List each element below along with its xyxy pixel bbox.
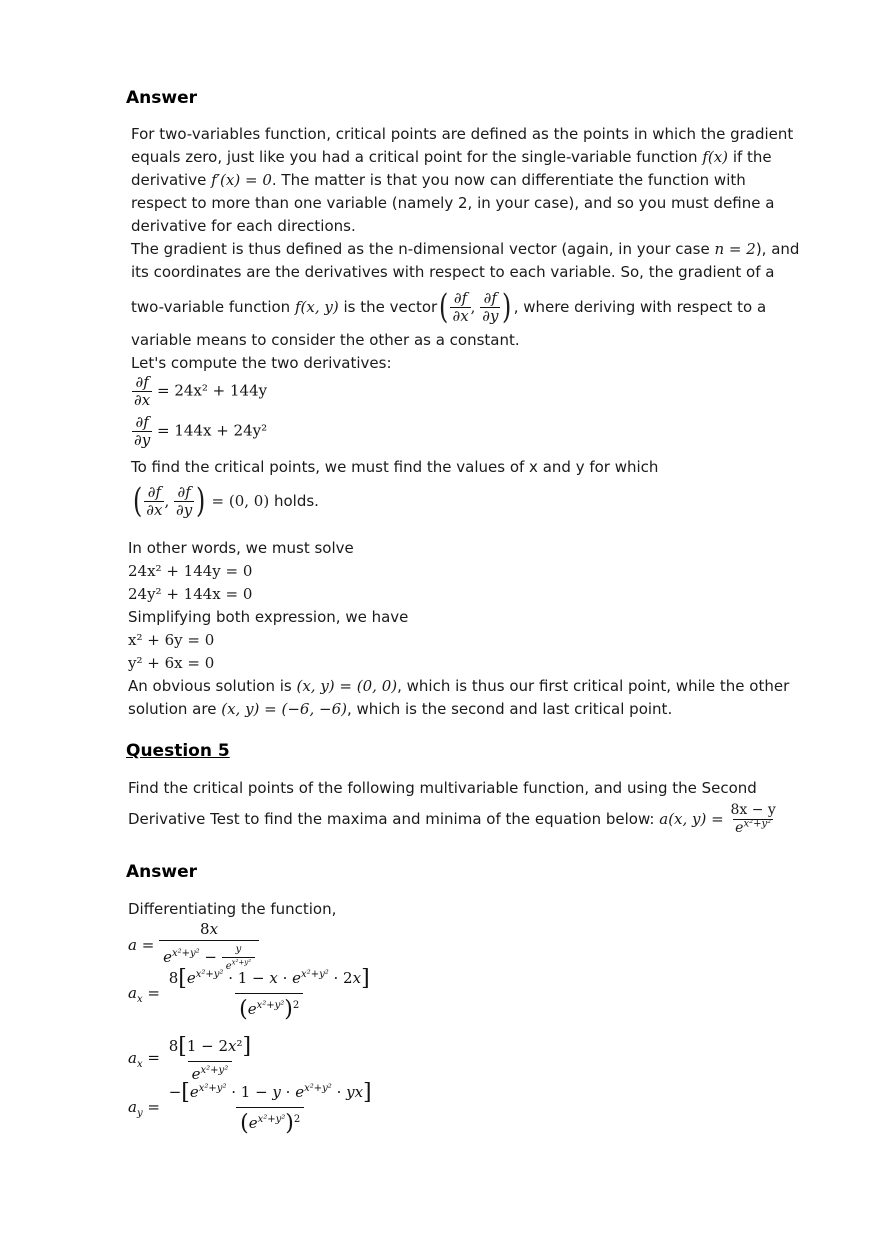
gradient-explanation: For two-variables function, critical points are defined as the points in which the gradient equals zero, just like you had a critical point for the single-variable function f(x) if the derivative f′(x) = 0. The matter is that you now can differentiate the function with respect to more than one variable (namely 2, in your case), and so you must define a derivative for each directions. The gradient is thus defined as the n-dimensional vector (again, in your case n = 2), and its coordinates are the derivatives with respect to each variable. So, the gradient of a	[131, 125, 800, 281]
system-section: In other words, we must solve 24x² + 144y = 0 24y² + 144x = 0 Simplifying both expression, we have x² + 6y = 0 y² + 6x = 0 An obvious solution is (x, y) = (0, 0), which is thus our first critical point, while the other solution are (x, y) = (−6, −6), which is the second and last critical point.	[128, 539, 790, 718]
gradient-vector-line: two-variable function f(x, y) is the vector ( $\frac{\partial f}{\partial x}$ , $\frac{\partial f}{\partial y}$ ) , where deriving with respect to a	[131, 287, 767, 327]
document-page: Answer For two-variables function, critical points are defined as the points in which the gradient equals zero, just like you had a critical point for the single-variable function f(x) if the derivative f′(x) = 0. The matter is that you now can differentiate the function with respect to more than one variable (namely 2, in your case), and so you must define a derivative for each directions. The gradient is thus defined as the n-dimensional vector (again, in your case n = 2), and its coordinates are the derivatives with respect to each variable. So, the gradient of a two-variable function f(x, y) is the vector ( $\frac{\partial f}{\partial x}$ , $\frac{\partial f}{\partial y}$ ) , where deriving with respect to a variable means to consider the other as a constant. Let's compute the two derivatives: $\frac{\partial f}{\partial x}$ = 24x² + 144y $\frac{\partial f}{\partial y}$ = 144x + 24y² To find the critical points, we must find the values of x and y for which ( $\frac{\partial f}{\partial x}$ , $\frac{\partial f}{\partial y}$ ) = (0, 0) holds. In other words, we must solve 24x² + 144y = 0 24y² + 144x = 0 Simplifying both expression, we have x² + 6y = 0 y² + 6x = 0 An obvious solution is (x, y) = (0, 0), which is thus our first critical point, while the other solution are (x, y) = (−6, −6), which is the second and last critical point. Question 5 Find the critical points of the following multivariable function, and using the Second Derivative Test to find the maxima and minima of the equation below: a(x, y) = $\frac{8x - y}{e^{x^2+y^2}}$ Answer Differentiating the function, a = 8x $e^{x^2+y^2}$ − $\frac{y}{e^{x^2+y^2}}$ $a_x$ = $\frac{8[e^{x^2+y^2} \cdot 1 - x \cdot e^{x^2+y^2} \cdot 2x]}{(e^{x^2+y^2})^2}$ $a_x$ = $\frac{\text{8[1 − 2x²]}}{e^{x^2+y^2}}$ $a_y$ = $\frac{-[e^{x^2+y^2} \cdot 1 - y \cdot e^{x^2+y^2} \cdot yx]}{(e^{x^2+y^2})^2}$	[0, 0, 880, 1244]
partial-a-x-simplified: $a_x$ = $\frac{\text{8[1 − 2x²]}}{e^{x^2+y^2}}$	[128, 1034, 252, 1083]
question-5-heading: Question 5	[126, 741, 230, 761]
partial-a-x-expanded: $a_x$ = $\frac{8[e^{x^2+y^2} \cdot 1 - x \cdot e^{x^2+y^2} \cdot 2x]}{(e^{x^2+y^2})^2}$	[128, 966, 370, 1022]
derivative-x: $\frac{\partial f}{\partial x}$ = 24x² + 144y	[134, 373, 268, 409]
derivative-y: $\frac{\partial f}{\partial y}$ = 144x + 24y²	[134, 413, 268, 449]
zero-gradient-condition: ( $\frac{\partial f}{\partial x}$ , $\frac{\partial f}{\partial y}$ ) = (0, 0) holds.	[132, 481, 319, 521]
partial-f-x-fraction: $\frac{\partial f}{\partial x}$	[452, 288, 469, 325]
partial-f-y-fraction: $\frac{\partial f}{\partial y}$	[482, 288, 499, 325]
answer-heading: Answer	[126, 88, 197, 108]
function-a-expression: a = 8x $e^{x^2+y^2}$ − $\frac{y}{e^{x^2+y^2}}$	[128, 920, 259, 972]
answer-heading-2: Answer	[126, 862, 197, 882]
question-5-function: Derivative Test to find the maxima and minima of the equation below: a(x, y) = $\frac{8x - y}{e^{x^2+y^2}}$	[128, 801, 776, 836]
question-5-text: Find the critical points of the following multivariable function, and using the Second	[128, 779, 757, 797]
partial-a-y-expanded: $a_y$ = $\frac{-[e^{x^2+y^2} \cdot 1 - y \cdot e^{x^2+y^2} \cdot yx]}{(e^{x^2+y^2})^2}$	[128, 1080, 372, 1136]
